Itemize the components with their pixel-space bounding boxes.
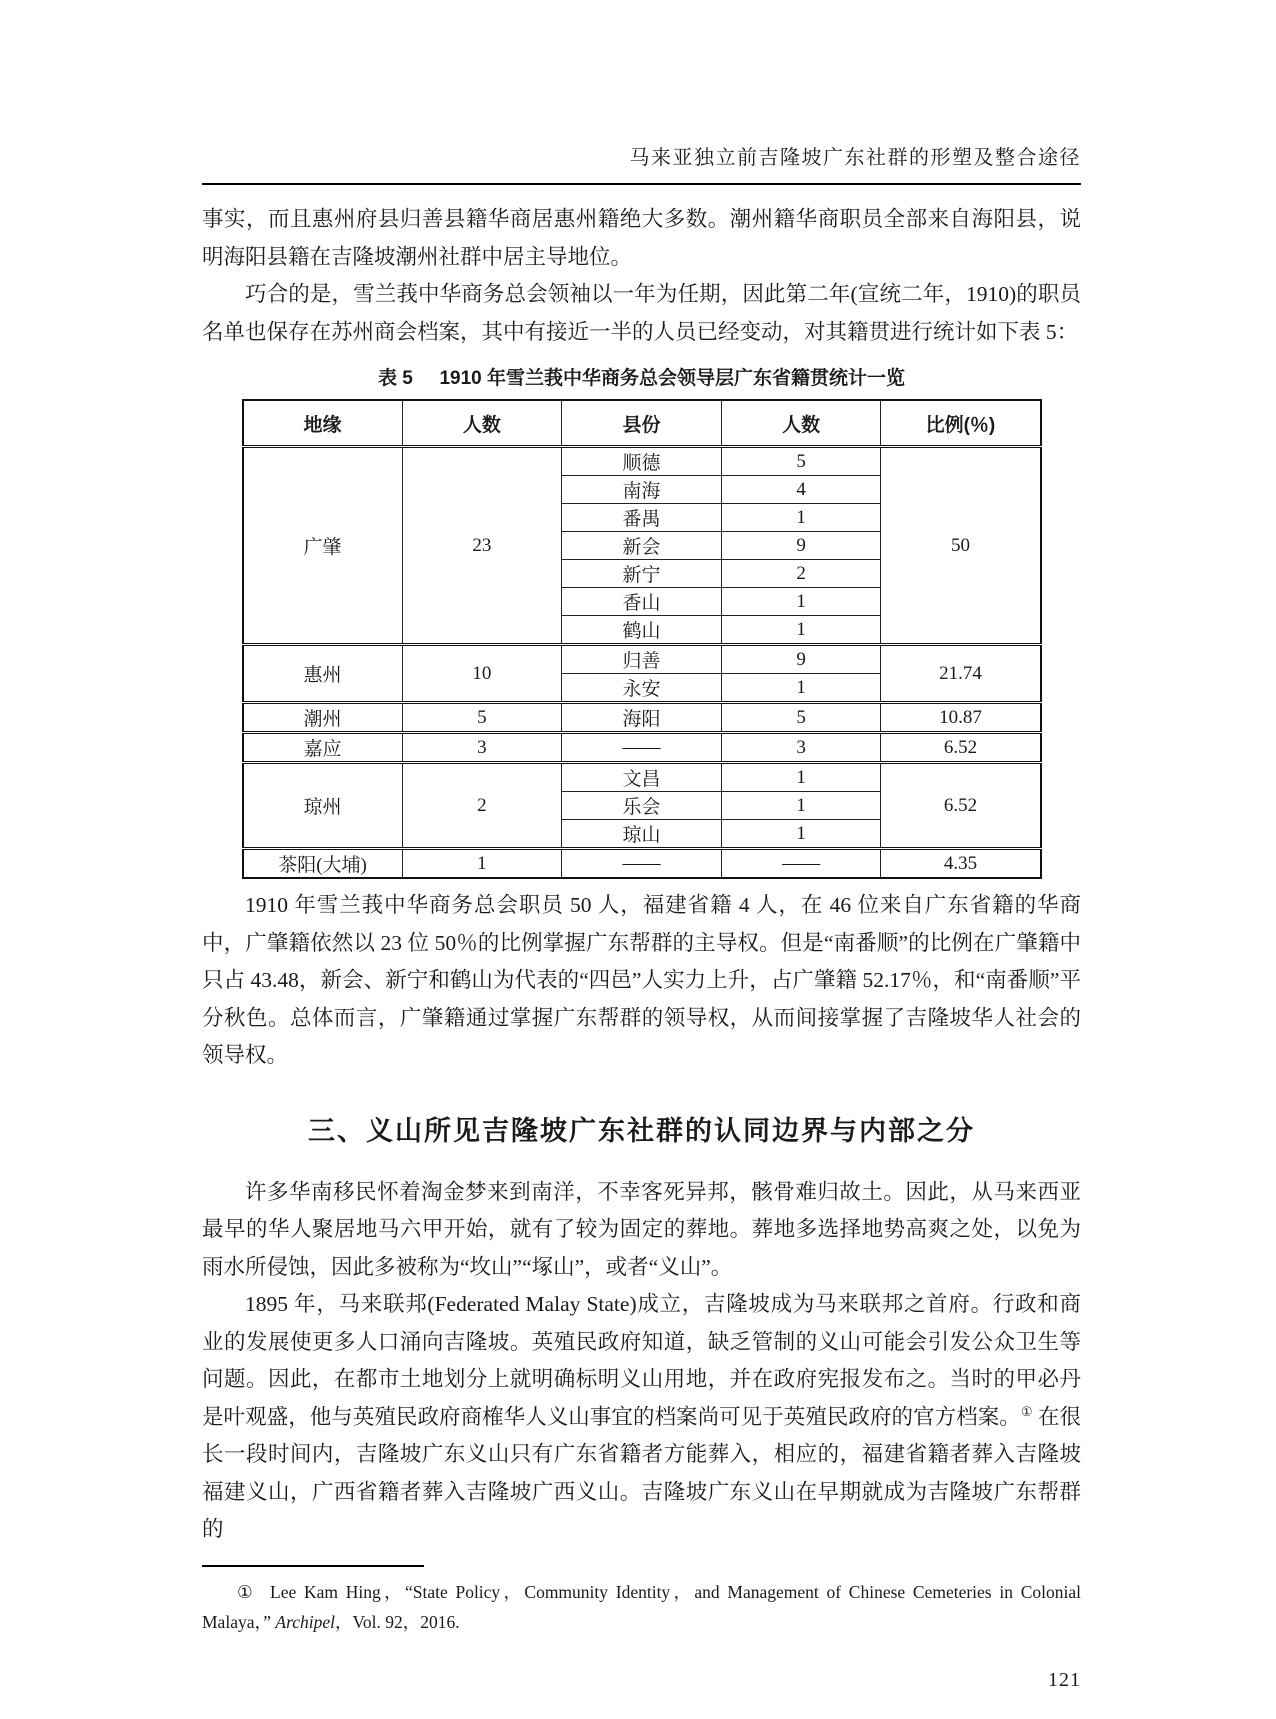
cell-county: 新会 xyxy=(562,532,722,560)
cell-county-count: 1 xyxy=(721,674,881,703)
paragraph-1: 事实，而且惠州府县归善县籍华商居惠州籍绝大多数。潮州籍华商职员全部来自海阳县，说明海阳县籍在吉隆坡潮州社群中居主导地位。 xyxy=(202,207,1081,269)
cell-county: 南海 xyxy=(562,476,722,504)
table-header-row xyxy=(243,400,1041,447)
cell-county-count: 4 xyxy=(721,476,881,504)
cell-county-count: 1 xyxy=(721,588,881,616)
page-number: 121 xyxy=(1048,1668,1081,1691)
table-row xyxy=(243,703,1041,733)
statistics-table xyxy=(242,399,1042,879)
cell-county: 海阳 xyxy=(562,703,722,733)
cell-region-count: 2 xyxy=(402,763,562,849)
cell-region-count: 3 xyxy=(402,733,562,763)
cell-county: 香山 xyxy=(562,588,722,616)
cell-region-count: 5 xyxy=(402,703,562,733)
cell-county: 鹤山 xyxy=(562,616,722,645)
cell-percentage: 6.52 xyxy=(881,763,1041,849)
cell-percentage: 6.52 xyxy=(881,733,1041,763)
cell-county-count: 5 xyxy=(721,703,881,733)
paragraph-2: 巧合的是，雪兰莪中华商务总会领袖以一年为任期，因此第二年(宣统二年，1910)的职员名单也保存在苏州商会档案，其中有接近一半的人员已经变动，对其籍贯进行统计如下表 5： xyxy=(202,282,1081,344)
section-heading: 三、义山所见吉隆坡广东社群的认同边界与内部之分 xyxy=(308,1115,975,1146)
col-header-region-count: 人数 xyxy=(402,400,562,447)
table-caption xyxy=(202,363,1081,390)
col-header-region: 地缘 xyxy=(243,400,403,447)
col-header-county: 县份 xyxy=(562,400,722,447)
paragraph-4: 许多华南移民怀着淘金梦来到南洋，不幸客死异邦，骸骨难归故土。因此，从马来西亚最早的华人聚居地马六甲开始，就有了较为固定的葬地。葬地多选择地势高爽之处，以免为雨水所侵蚀，因此多被称为“坆山”“塚山”，或者“义山”。 xyxy=(202,1179,1081,1279)
paragraph-5-text: 1895 年，马来联邦(Federated Malay State)成立，吉隆坡成为马来联邦之首府。行政和商业的发展使更多人口涌向吉隆坡。英殖民政府知道，缺乏管制的义山可能会引发公众卫生等问题。因此，在都市土地划分上就明确标明义山用地，并在政府宪报发布之。当时的甲必丹是叶观盛，他与英殖民政府商榷华人义山事宜的档案尚可见于英殖民政府的官方档案。 xyxy=(202,1292,1081,1429)
cell-region: 琼州 xyxy=(243,763,403,849)
cell-county: 乐会 xyxy=(562,792,722,820)
cell-county-count: 1 xyxy=(721,820,881,849)
footnote-citation: Lee Kam Hing，“State Policy，Community Identity，and Management of Chinese Cemeteries in Colonial Malaya，” xyxy=(202,1581,1081,1632)
running-head: 马来亚独立前吉隆坡广东社群的形塑及整合途径 xyxy=(629,147,1081,169)
paragraph-5-text-cont: 在很长一段时间内，吉隆坡广东义山只有广东省籍者方能葬入，相应的，福建省籍者葬入吉隆坡福建义山，广西省籍者葬入吉隆坡广西义山。吉隆坡广东义山在早期就成为吉隆坡广东帮群的 xyxy=(202,1404,1081,1541)
cell-percentage: 21.74 xyxy=(881,645,1041,703)
cell-county: 番禺 xyxy=(562,504,722,532)
cell-county-count: 1 xyxy=(721,763,881,792)
cell-county-count: 9 xyxy=(721,532,881,560)
cell-county-count: 5 xyxy=(721,447,881,476)
paragraph-5 xyxy=(202,1286,1081,1549)
cell-region: 嘉应 xyxy=(243,733,403,763)
cell-county: 新宁 xyxy=(562,560,722,588)
cell-county-count: 9 xyxy=(721,645,881,674)
table-row xyxy=(243,763,1041,792)
table-row xyxy=(243,733,1041,763)
cell-county-count: 1 xyxy=(721,616,881,645)
page-header xyxy=(202,145,1081,185)
footnote-reference-marker: ① xyxy=(1020,1403,1033,1419)
page-body xyxy=(202,201,1081,1692)
footnote-separator xyxy=(202,1565,424,1567)
table-row xyxy=(243,447,1041,476)
paragraph-3: 1910 年雪兰莪中华商务总会职员 50 人，福建省籍 4 人，在 46 位来自广东省籍的华商中，广肇籍依然以 23 位 50％的比例掌握广东帮群的主导权。但是“南番顺”的比例在广肇籍中只占 43.48，新会、新宁和鹤山为代表的“四邑”人实力上升，占广肇籍 52.17％，和“南番顺”平分秋色。总体而言，广肇籍通过掌握广东帮群的领导权，从而间接掌握了吉隆坡华人社会的领导权。 xyxy=(202,893,1081,1067)
cell-region: 惠州 xyxy=(243,645,403,703)
header-rule xyxy=(202,183,1081,185)
cell-region: 广肇 xyxy=(243,447,403,645)
cell-county-count: 1 xyxy=(721,504,881,532)
table-row xyxy=(243,849,1041,879)
cell-county: —— xyxy=(562,849,722,879)
cell-region: 茶阳(大埔) xyxy=(243,849,403,879)
cell-county: 永安 xyxy=(562,674,722,703)
table-caption-title: 1910 年雪兰莪中华商务总会领导层广东省籍贯统计一览 xyxy=(439,368,905,389)
cell-county-count: 2 xyxy=(721,560,881,588)
cell-region: 潮州 xyxy=(243,703,403,733)
footnote-marker: ① xyxy=(237,1581,257,1602)
cell-region-count: 10 xyxy=(402,645,562,703)
cell-county: —— xyxy=(562,733,722,763)
col-header-county-count: 人数 xyxy=(721,400,881,447)
cell-region-count: 1 xyxy=(402,849,562,879)
footnote-journal-title: Archipel xyxy=(275,1611,335,1632)
cell-region-count: 23 xyxy=(402,447,562,645)
footnote xyxy=(202,1577,1081,1637)
cell-percentage: 10.87 xyxy=(881,703,1041,733)
col-header-percentage: 比例(％) xyxy=(881,400,1041,447)
cell-percentage: 50 xyxy=(881,447,1041,645)
cell-county-count: —— xyxy=(721,849,881,879)
cell-county: 琼山 xyxy=(562,820,722,849)
table-row xyxy=(243,645,1041,674)
table-caption-label: 表 5 xyxy=(377,368,413,389)
cell-percentage: 4.35 xyxy=(881,849,1041,879)
cell-county: 顺德 xyxy=(562,447,722,476)
footnote-citation-tail: ，Vol. 92，2016. xyxy=(334,1611,460,1632)
cell-county: 文昌 xyxy=(562,763,722,792)
cell-county: 归善 xyxy=(562,645,722,674)
cell-county-count: 1 xyxy=(721,792,881,820)
cell-county-count: 3 xyxy=(721,733,881,763)
